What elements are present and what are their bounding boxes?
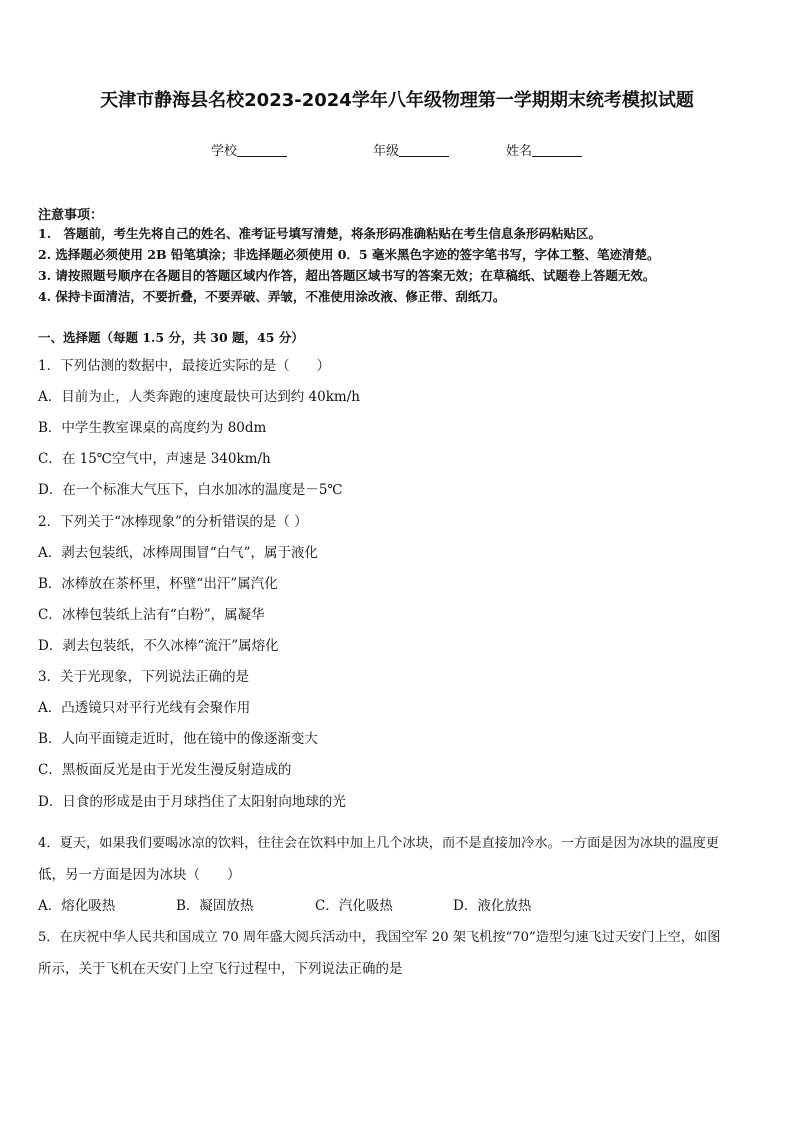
section-heading: 一、选择题（每题 1.5 分，共 30 题，45 分） xyxy=(38,330,304,345)
q3-stem: 3．关于光现象，下列说法正确的是 xyxy=(38,669,250,685)
q3-option-d: D．日食的形成是由于月球挡住了太阳射向地球的光 xyxy=(38,794,346,810)
school-label: 学校 xyxy=(211,144,238,159)
q1-stem: 1．下列估测的数据中，最接近实际的是（ ） xyxy=(38,358,331,374)
q1-option-a: A．目前为止，人类奔跑的速度最快可达到约 40km/h xyxy=(38,389,360,405)
q2-option-d: D．剥去包装纸，不久冰棒“流汗”属熔化 xyxy=(38,638,279,654)
grade-label: 年级 xyxy=(373,144,400,159)
notice-item-1: 1. 答题前，考生先将自己的姓名、准考证号填写清楚，将条形码准确粘贴在考生信息条形码粘贴区。 xyxy=(38,226,602,241)
q2-stem: 2．下列关于“冰棒现象”的分析错误的是（ ） xyxy=(38,514,308,530)
q4-option-b: B．凝固放热 xyxy=(176,898,254,914)
q5-stem-line1: 5．在庆祝中华人民共和国成立 70 周年盛大阅兵活动中，我国空军 20 架飞机按“70”造型匀速飞过天安门上空，如图 xyxy=(38,930,721,945)
q3-option-a: A．凸透镜只对平行光线有会聚作用 xyxy=(38,700,251,716)
notice-heading: 注意事项： xyxy=(38,208,104,223)
grade-blank xyxy=(399,144,449,157)
q1-option-c: C．在 15℃空气中，声速是 340km/h xyxy=(38,451,271,467)
name-field xyxy=(506,140,582,159)
q4-option-d: D．液化放热 xyxy=(453,898,532,914)
exam-title: 天津市静海县名校2023-2024学年八年级物理第一学期期末统考模拟试题 xyxy=(100,90,694,111)
q4-option-c: C．汽化吸热 xyxy=(315,898,393,914)
notice-item-2: 2. 选择题必须使用 2B 铅笔填涂；非选择题必须使用 0．5 毫米黑色字迹的签字笔书写，字体工整、笔迹清楚。 xyxy=(38,247,660,262)
q4-option-a: A．熔化吸热 xyxy=(38,898,116,914)
q5-stem-line2: 所示，关于飞机在天安门上空飞行过程中，下列说法正确的是 xyxy=(38,961,403,977)
name-blank xyxy=(532,144,582,157)
name-label: 姓名 xyxy=(506,144,533,159)
grade-field xyxy=(373,140,449,159)
q3-option-b: B．人向平面镜走近时，他在镜中的像逐渐变大 xyxy=(38,731,318,747)
q1-option-d: D．在一个标准大气压下，白水加冰的温度是－5℃ xyxy=(38,482,343,498)
q2-option-b: B．冰棒放在茶杯里，杯壁“出汗”属汽化 xyxy=(38,576,278,592)
school-blank xyxy=(237,144,287,157)
q4-stem-line2: 低，另一方面是因为冰块（ ） xyxy=(38,867,241,883)
q1-option-b: B．中学生教室课桌的高度约为 80dm xyxy=(38,420,267,436)
notice-item-4: 4. 保持卡面清洁，不要折叠，不要弄破、弄皱，不准使用涂改液、修正带、刮纸刀。 xyxy=(38,289,506,304)
school-field xyxy=(211,140,287,159)
q3-option-c: C．黑板面反光是由于光发生漫反射造成的 xyxy=(38,762,292,778)
q2-option-c: C．冰棒包装纸上沾有“白粉”，属凝华 xyxy=(38,607,265,623)
notice-item-3: 3. 请按照题号顺序在各题目的答题区域内作答，超出答题区域书写的答案无效；在草稿纸、试题卷上答题无效。 xyxy=(38,268,656,283)
q4-stem-line1: 4．夏天，如果我们要喝冰凉的饮料，往往会在饮料中加上几个冰块，而不是直接加冷水。一方面是因为冰块的温度更 xyxy=(38,836,719,851)
q2-option-a: A．剥去包装纸，冰棒周围冒“白气”，属于液化 xyxy=(38,545,319,561)
